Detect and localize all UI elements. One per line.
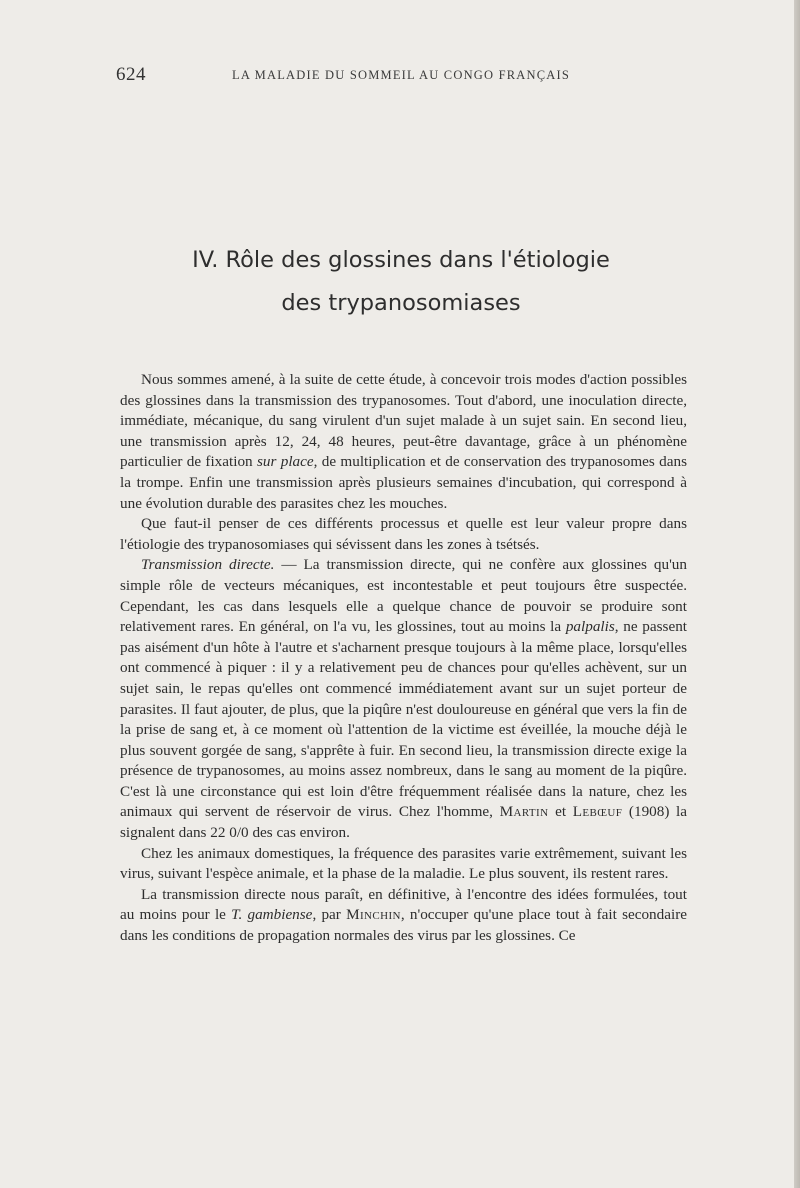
- paragraph-5-text-end: , n'occuper qu'une place tout à fait secondaire dans les conditions de propagation normales des virus par les glossines. Ce: [120, 906, 687, 945]
- species-name-palpalis: palpalis: [565, 618, 615, 636]
- paragraph-3-and: et: [548, 803, 573, 821]
- chapter-title-line-2: des trypanosomiases: [281, 290, 521, 316]
- paragraph-3-text-mid: , ne passent pas aisément d'un hôte à l'autre et s'acharnent presque toujours à la même place, lorsqu'elles ont commencé à piquer : il y a relativement peu de chances pour qu'elles achèvent, sur un sujet sain, le repas qu'elles ont commencé immédiatement avant sur un sujet porteur de parasites. Il faut ajouter, de plus, que la piqûre n'est douloureuse en général que vers la fin de la prise de sang et, à ce moment où l'attention de la victime est éveillée, la mouche déjà le plus souvent gorgée de sang, s'apprête à fuir. En second lieu, la transmission directe exige la présence de trypanosomes, au moins assez nombreux, dans le sang au moment de la piqûre. C'est là une circonstance qui est loin d'être fréquemment réalisée dans la nature, chez les animaux qui servent de réservoir de virus. Chez l'homme,: [120, 618, 688, 821]
- paragraph-1-text: Nous sommes amené, à la suite de cette étude, à concevoir trois modes d'action possibles des glossines dans la transmission des trypanosomes. Tout d'abord, une inoculation directe, immédiate, mécanique, du sang virulent d'un sujet malade à un sujet sain. En second lieu, une transmission après 12, 24, 48 heures, peut-être davantage, grâce à un phénomène particulier de fixation: [120, 371, 687, 471]
- page-edge-shadow: [794, 0, 800, 1188]
- running-title: LA MALADIE DU SOMMEIL AU CONGO FRANÇAIS: [231, 68, 571, 82]
- author-minchin: Minchin: [346, 906, 401, 924]
- paragraph-1: [120, 370, 687, 514]
- body-text: [120, 370, 687, 947]
- paragraph-4: Chez les animaux domestiques, la fréquence des parasites varie extrêmement, suivant les virus, suivant l'espèce animale, et la phase de la maladie. Le plus souvent, ils restent rares.: [120, 844, 687, 883]
- paragraph-3-text: — La transmission directe, qui ne confère aux glossines qu'un simple rôle de vecteurs mécaniques, est incontestable et peut toujours être suspectée. Cependant, les cas dans lesquels elle a quelque chance de pouvoir se produire sont relativement rares. En général, on l'a vu, les glossines, tout au moins la: [120, 556, 687, 636]
- paragraph-1-text-end: , de multiplication et de conservation des trypanosomes dans la trompe. Enfin une transmission après plusieurs semaines d'incubation, qui correspond à une évolution durable des parasites chez les mouches.: [120, 453, 687, 512]
- paragraph-5: [120, 885, 687, 947]
- paragraph-3-text-end: (1908) la signalent dans 22 0/0 des cas environ.: [120, 803, 688, 842]
- paragraph-1-italic: sur place: [256, 453, 314, 471]
- section-subheading: Transmission directe.: [141, 556, 275, 574]
- paragraph-3: [120, 555, 687, 843]
- running-header: [116, 64, 686, 86]
- author-martin: Martin: [499, 803, 549, 821]
- page-number: 624: [116, 64, 146, 85]
- species-name-gambiense: T. gambiense: [231, 906, 313, 924]
- paragraph-5-by: , par: [312, 906, 347, 924]
- paragraph-2: Que faut-il penser de ces différents processus et quelle est leur valeur propre dans l'étiologie des trypanosomiases qui sévissent dans les zones à tsétsés.: [120, 515, 687, 553]
- author-leboeuf: Lebœuf: [572, 803, 623, 821]
- chapter-title-line-1: IV. Rôle des glossines dans l'étiologie: [192, 247, 610, 273]
- paragraph-5-text: La transmission directe nous paraît, en définitive, à l'encontre des idées formulées, tout au moins pour le: [120, 885, 687, 924]
